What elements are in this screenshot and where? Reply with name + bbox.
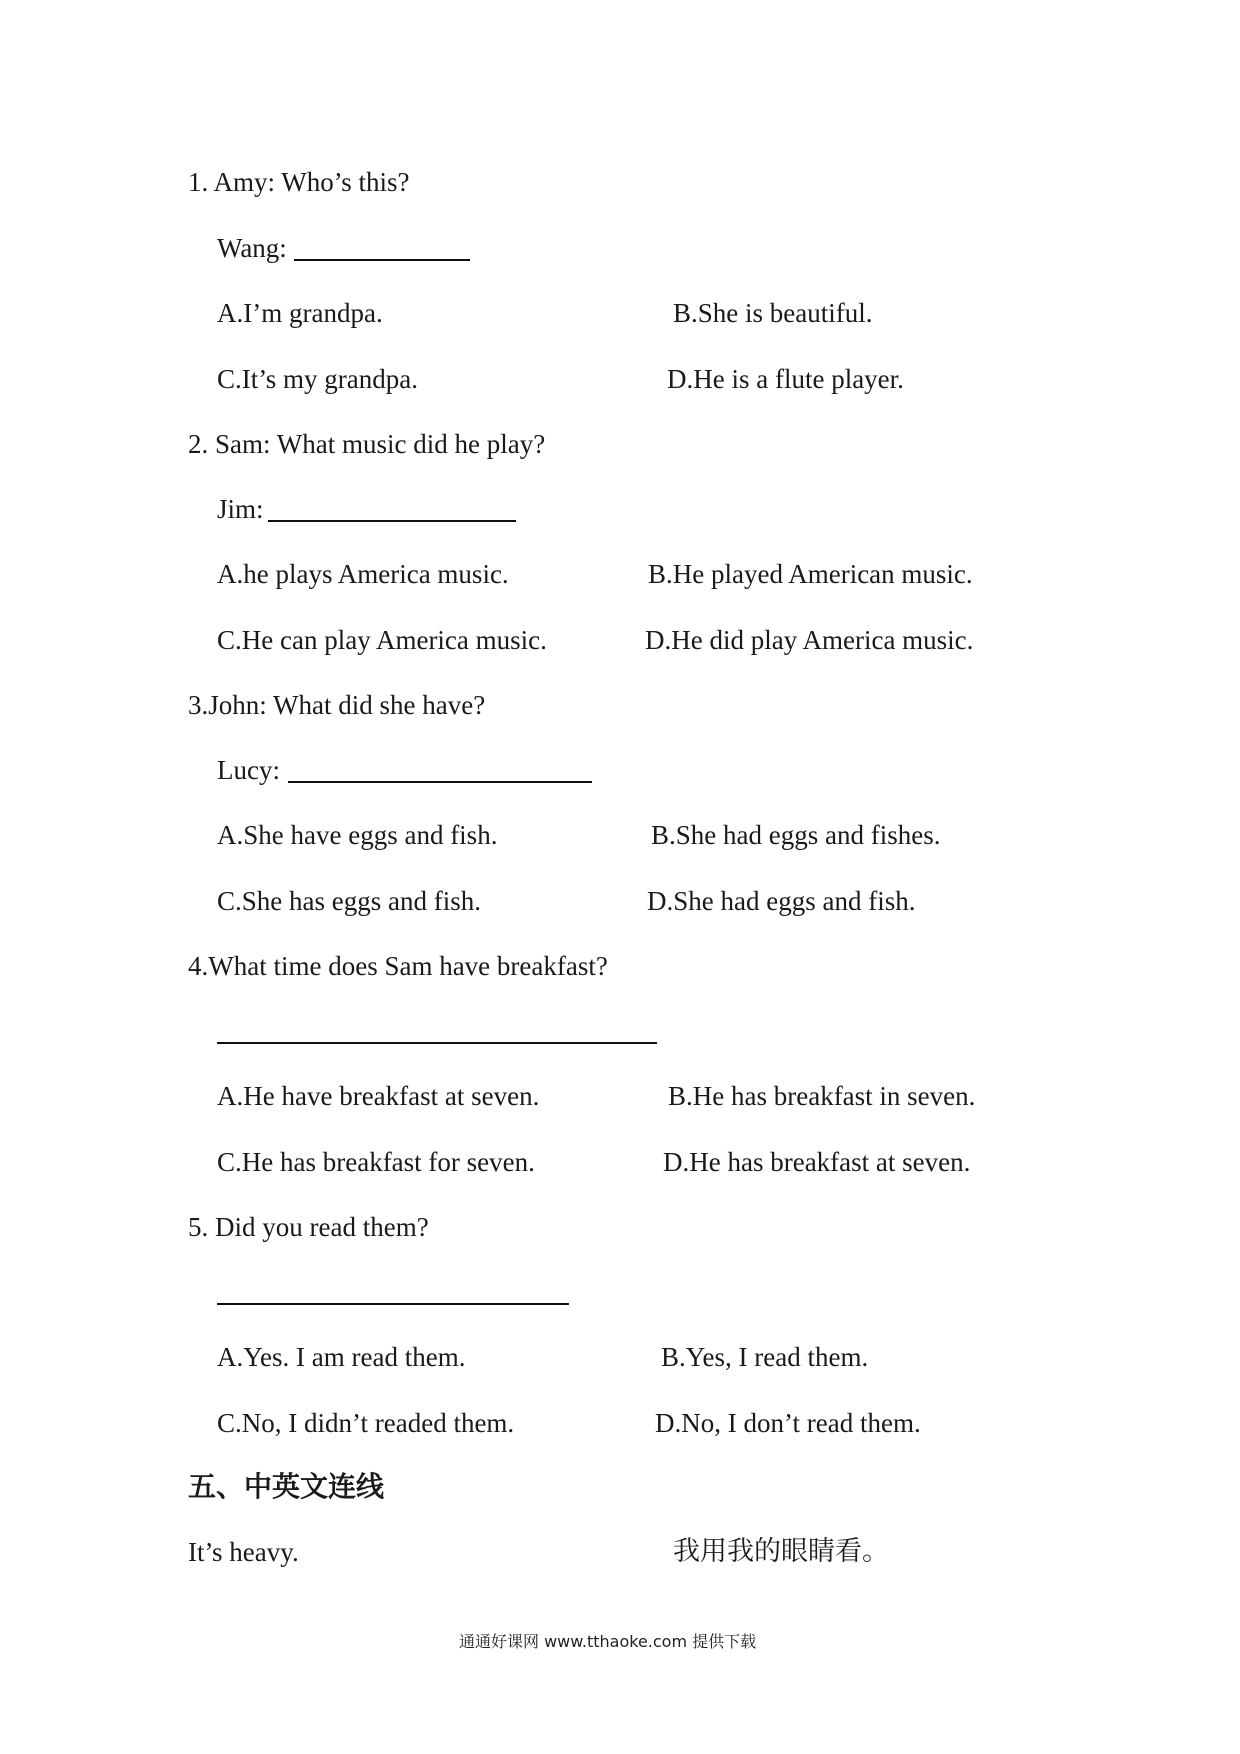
question-4-option-c: C.He has breakfast for seven. bbox=[217, 1147, 535, 1177]
question-3-stem: 3.John: What did she have? bbox=[188, 690, 486, 720]
question-1-option-d: D.He is a flute player. bbox=[667, 364, 904, 394]
question-2-stem: 2. Sam: What music did he play? bbox=[188, 429, 546, 459]
question-4-stem: 4.What time does Sam have breakfast? bbox=[188, 951, 608, 981]
question-5-stem: 5. Did you read them? bbox=[188, 1212, 429, 1242]
question-1-option-c: C.It’s my grandpa. bbox=[217, 364, 418, 394]
match-right-item: 我用我的眼睛看。 bbox=[673, 1536, 889, 1567]
question-1-answer-label: Wang: bbox=[217, 233, 287, 263]
match-left-item: It’s heavy. bbox=[188, 1537, 299, 1567]
question-5-option-b: B.Yes, I read them. bbox=[661, 1342, 869, 1372]
question-4-answer-blank[interactable] bbox=[217, 1042, 657, 1044]
section-heading: 五、中英文连线 bbox=[188, 1470, 385, 1503]
question-2-option-d: D.He did play America music. bbox=[645, 625, 974, 655]
question-3-option-a: A.She have eggs and fish. bbox=[217, 820, 498, 850]
question-2-answer-blank[interactable] bbox=[268, 520, 516, 522]
question-1-option-a: A.I’m grandpa. bbox=[217, 298, 383, 328]
question-3-answer-blank[interactable] bbox=[288, 781, 592, 783]
question-1-stem: 1. Amy: Who’s this? bbox=[188, 167, 410, 197]
question-2-answer-label: Jim: bbox=[217, 494, 264, 524]
question-1-option-b: B.She is beautiful. bbox=[673, 298, 873, 328]
question-3-option-c: C.She has eggs and fish. bbox=[217, 886, 481, 916]
page-footer: 通通好课网 www.tthaoke.com 提供下载 bbox=[459, 1632, 757, 1651]
question-4-option-b: B.He has breakfast in seven. bbox=[668, 1081, 976, 1111]
question-3-answer-label: Lucy: bbox=[217, 755, 280, 785]
question-4-option-d: D.He has breakfast at seven. bbox=[663, 1147, 971, 1177]
question-5-option-d: D.No, I don’t read them. bbox=[655, 1408, 921, 1438]
question-2-option-a: A.he plays America music. bbox=[217, 559, 509, 589]
question-2-option-b: B.He played American music. bbox=[648, 559, 973, 589]
question-5-option-a: A.Yes. I am read them. bbox=[217, 1342, 466, 1372]
question-4-option-a: A.He have breakfast at seven. bbox=[217, 1081, 540, 1111]
question-3-option-b: B.She had eggs and fishes. bbox=[651, 820, 941, 850]
question-3-option-d: D.She had eggs and fish. bbox=[647, 886, 916, 916]
question-2-option-c: C.He can play America music. bbox=[217, 625, 547, 655]
question-5-option-c: C.No, I didn’t readed them. bbox=[217, 1408, 515, 1438]
question-5-answer-blank[interactable] bbox=[217, 1303, 569, 1305]
question-1-answer-blank[interactable] bbox=[294, 259, 470, 261]
